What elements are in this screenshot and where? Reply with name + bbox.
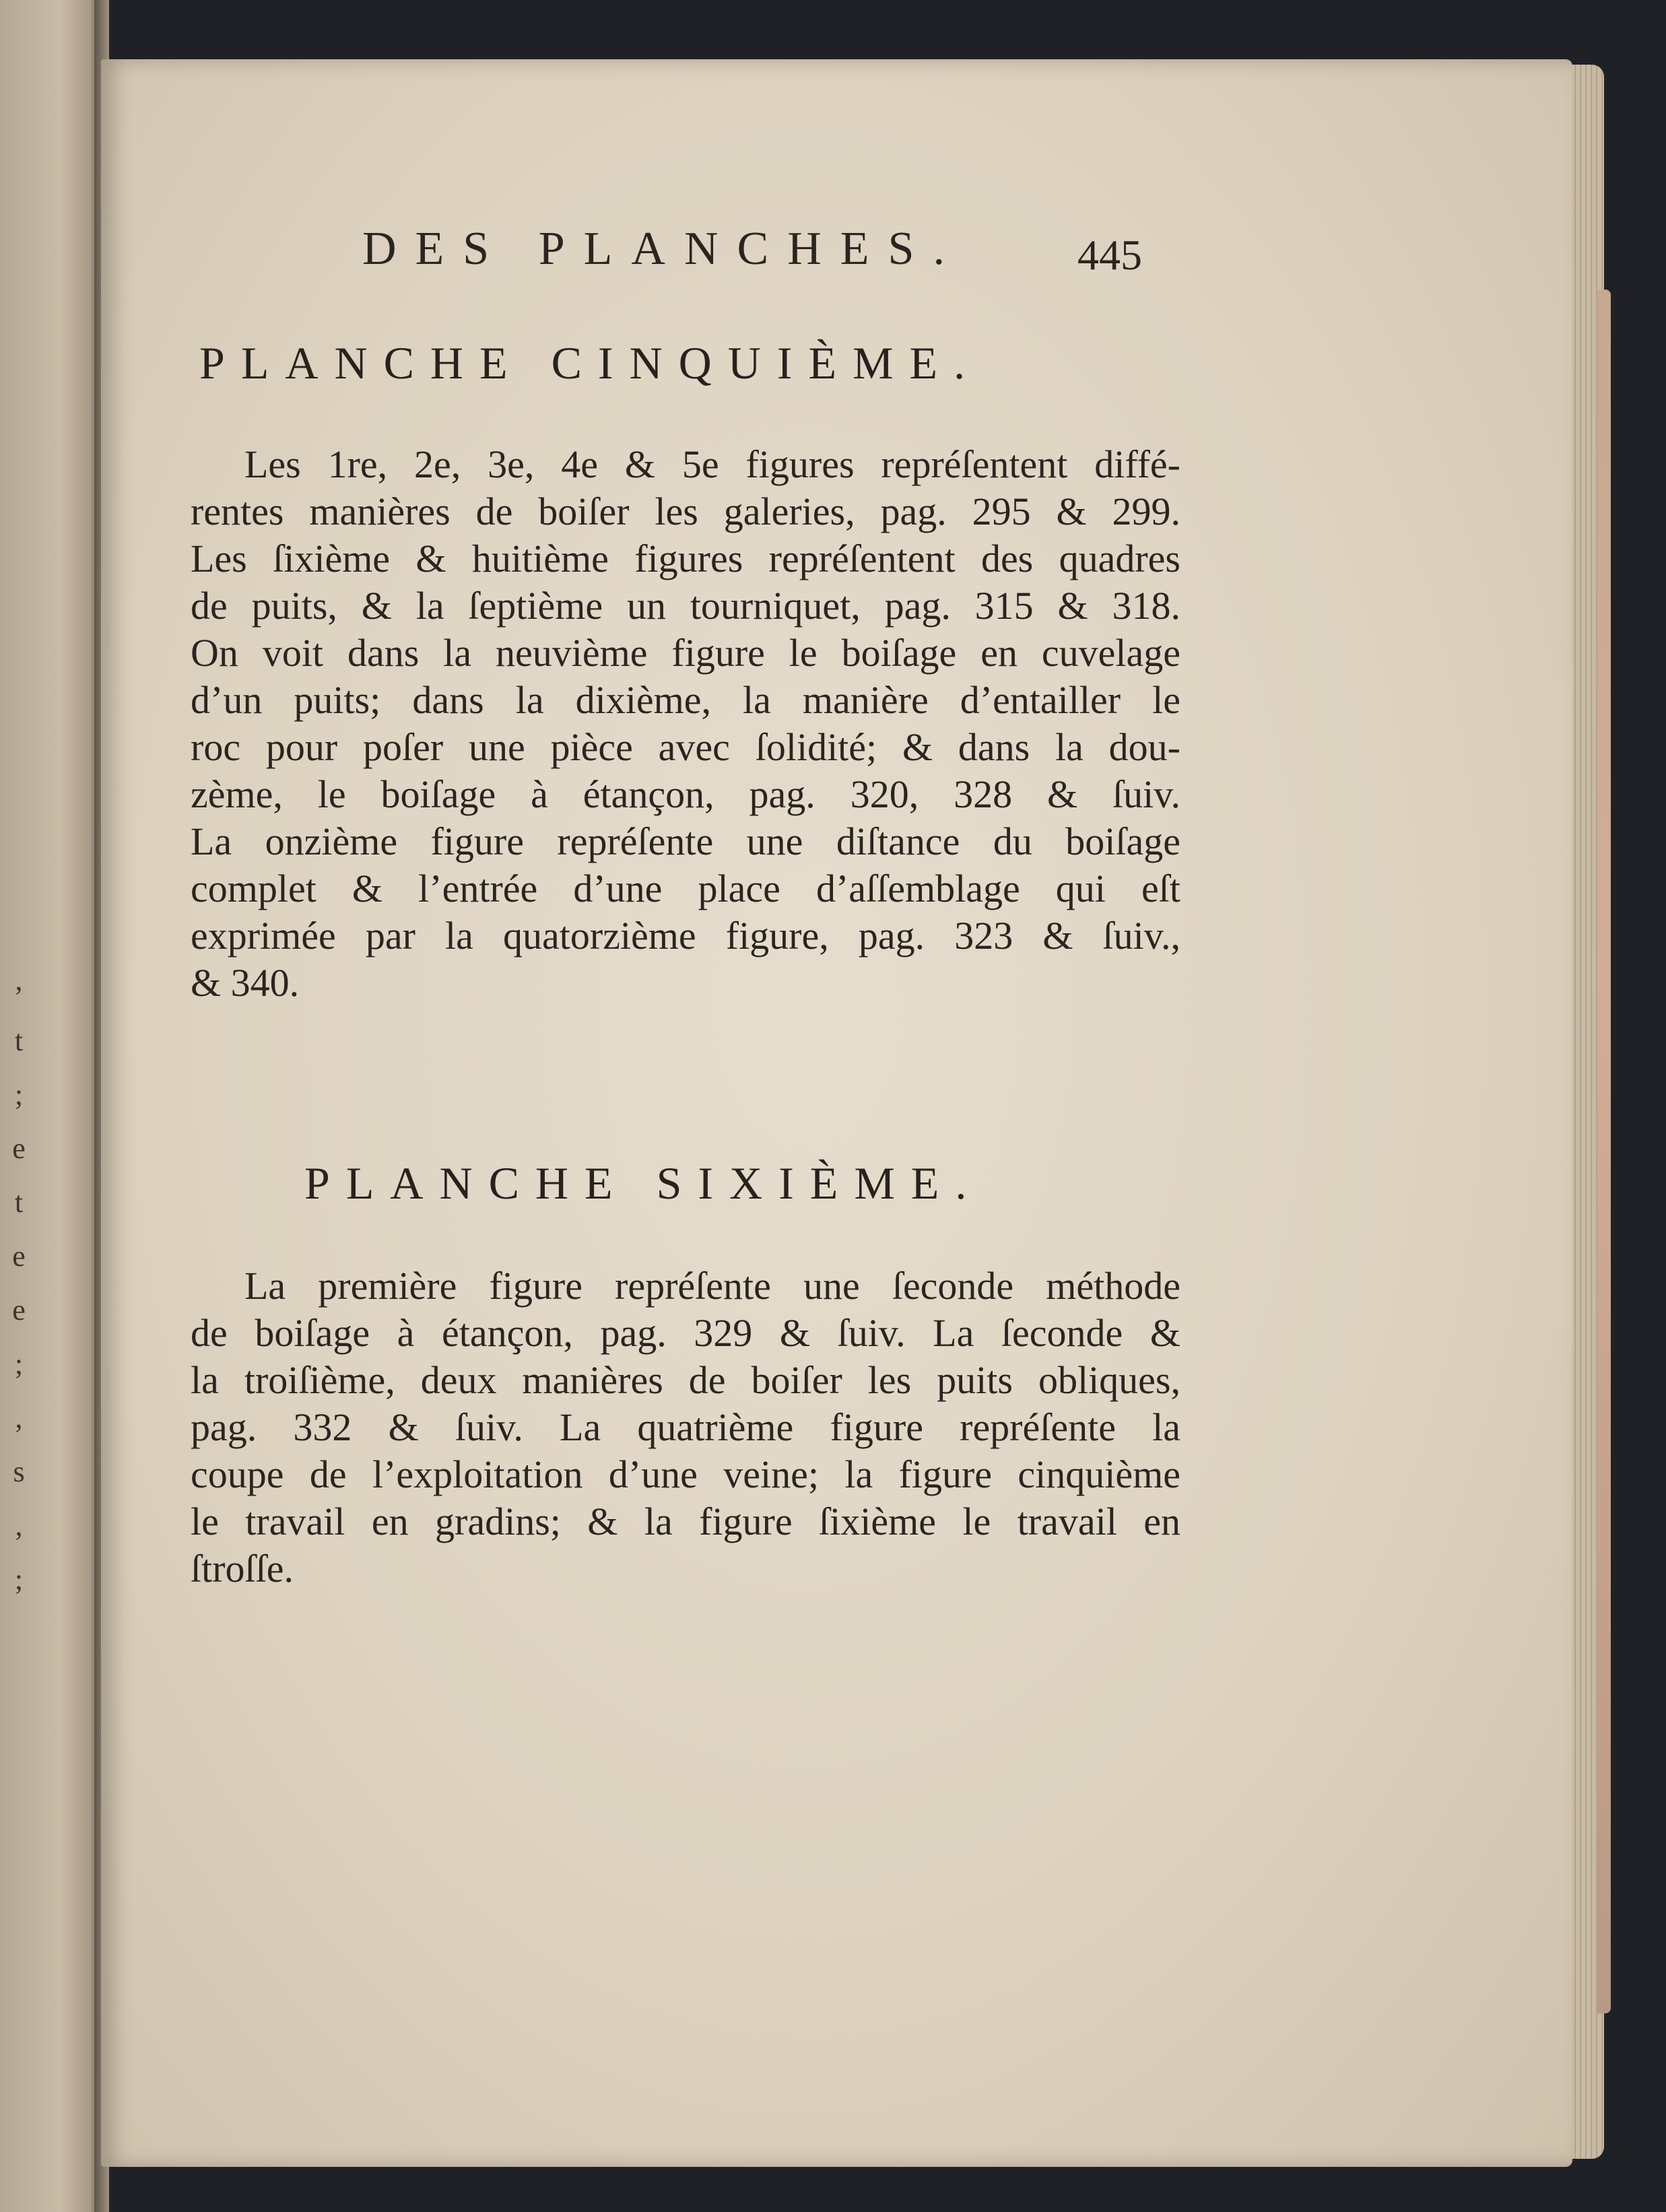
left-page-glyph: t (14, 1186, 24, 1219)
text-line: complet & l’entrée d’une place d’aſſemblage qui eſt (191, 867, 1180, 910)
left-page-glyph: e (12, 1240, 26, 1273)
text-line: & 340. (191, 961, 300, 1005)
text-line: ſtroſſe. (191, 1547, 294, 1590)
text-line: zème, le boiſage à étançon, pag. 320, 328 & ſuiv. (191, 772, 1180, 816)
text-line: Les ſixième & huitième figures repréſentent des quadres (191, 537, 1180, 580)
left-page-glyph: , (15, 964, 23, 997)
left-page-glyph: s (13, 1455, 25, 1488)
text-line: roc pour poſer une pièce avec ſolidité; & dans la dou- (191, 725, 1180, 769)
left-page-glyph: ; (14, 1563, 24, 1596)
left-page-edge (0, 0, 100, 2212)
text-line: de boiſage à étançon, pag. 329 & ſuiv. La ſeconde & (191, 1311, 1180, 1355)
text-line: Les 1re, 2e, 3e, 4e & 5e figures repréſentent diffé- (244, 442, 1180, 486)
left-page-glyph: , (15, 1401, 23, 1434)
left-page-glyph: e (12, 1294, 26, 1327)
section-heading-planche-cinquieme: PLANCHE CINQUIÈME. (199, 337, 982, 389)
text-line: le travail en gradins; & la figure ſixième le travail en (191, 1500, 1180, 1543)
left-page-glyph: , (15, 1509, 23, 1542)
text-line: On voit dans la neuvième figure le boiſage en cuvelage (191, 631, 1180, 675)
section-body-planche-cinquieme (191, 441, 1180, 1007)
text-line: coupe de l’exploitation d’une veine; la figure cinquième (191, 1452, 1180, 1496)
left-page-glyph: ; (14, 1078, 24, 1111)
text-line: de puits, & la ſeptième un tourniquet, pag. 315 & 318. (191, 584, 1180, 628)
text-line: La première figure repréſente une ſeconde méthode (244, 1264, 1180, 1308)
section-body-planche-sixieme (191, 1263, 1180, 1593)
text-line: d’un puits; dans la dixième, la manière d’entailler le (191, 678, 1180, 722)
text-line: pag. 332 & ſuiv. La quatrième figure repréſente la (191, 1405, 1180, 1449)
text-line: la troiſième, deux manières de boiſer les puits obliques, (191, 1358, 1180, 1402)
left-page-glyph: e (12, 1132, 26, 1165)
text-line: rentes manières de boiſer les galeries, pag. 295 & 299. (191, 490, 1180, 533)
section-heading-planche-sixieme: PLANCHE SIXIÈME. (304, 1158, 983, 1209)
left-page-glyph: t (14, 1024, 24, 1057)
page-edge-stain (1597, 290, 1611, 2013)
running-head: DES PLANCHES. (362, 223, 964, 275)
page-number: 445 (1077, 231, 1142, 279)
text-line: La onzième figure repréſente une diſtance du boiſage (191, 819, 1180, 863)
left-page-glyph: ; (14, 1347, 24, 1380)
text-line: exprimée par la quatorzième figure, pag. 323 & ſuiv., (191, 914, 1180, 958)
